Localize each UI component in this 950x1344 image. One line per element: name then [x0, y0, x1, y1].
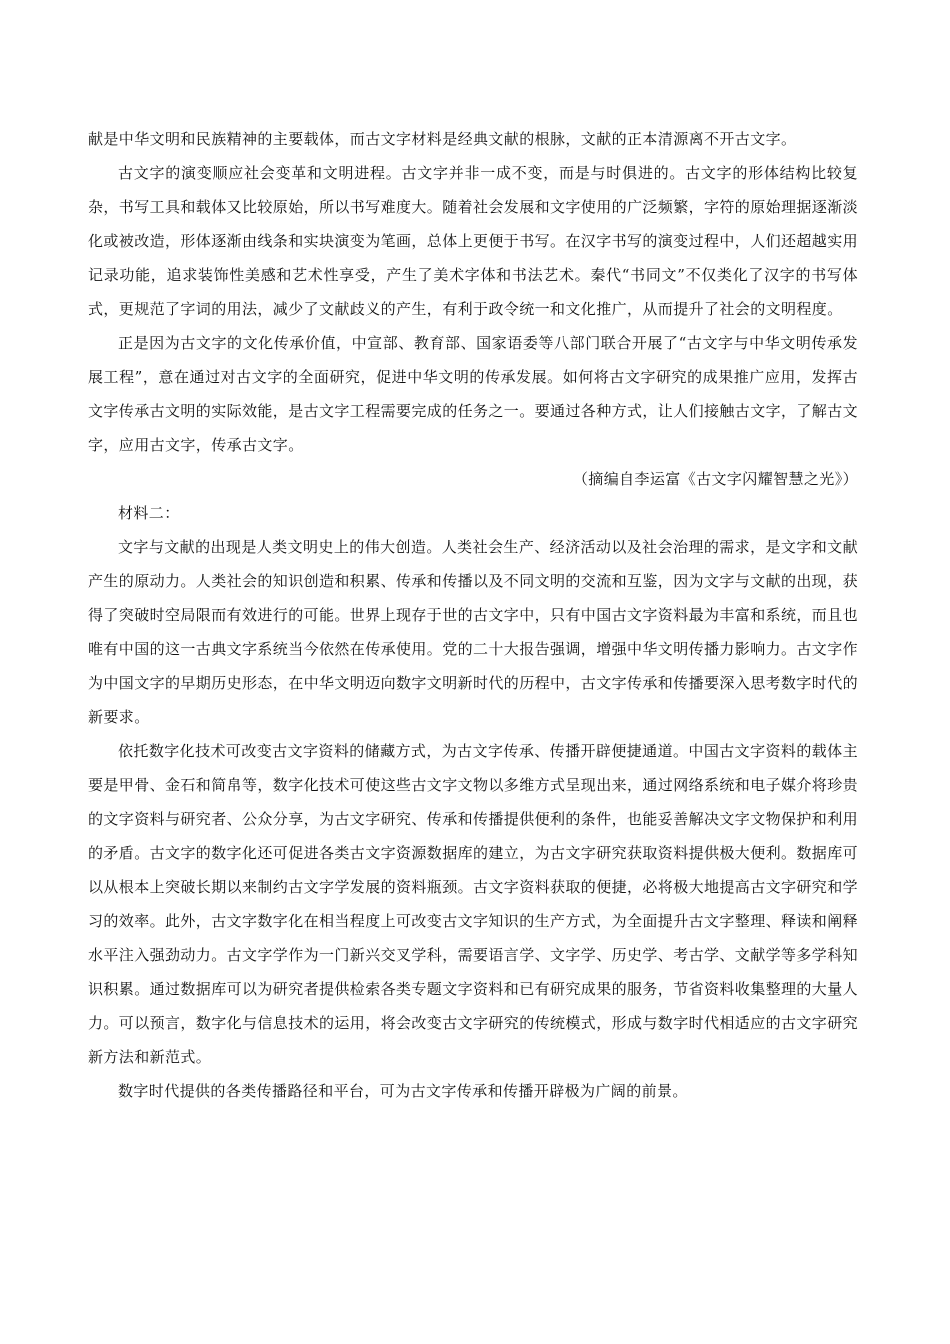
source-citation: （摘编自李运富《古文字闪耀智慧之光》）: [572, 470, 858, 488]
paragraph-digital-era: 数字时代提供的各类传播路径和平台，可为古文字传承和传播开辟极为广阔的前景。: [118, 1082, 688, 1100]
document-page: [88, 122, 858, 1108]
paragraph-project: 正是因为古文字的文化传承价值，中宣部、教育部、国家语委等八部门联合开展了“古文字与中华文明传承发展工程”，意在通过对古文字的全面研究，促进中华文明的传承发展。如何将古文字研究的成果推广应用，发挥古文字传承古文明的实际效能，是古文字工程需要完成的任务之一。要通过各种方式，让人们接触古文字，了解古文字，应用古文字，传承古文字。: [88, 334, 859, 454]
paragraph-digitization: 依托数字化技术可改变古文字资料的储藏方式，为古文字传承、传播开辟便捷通道。中国古文字资料的载体主要是甲骨、金石和简帛等，数字化技术可使这些古文字文物以多维方式呈现出来，通过网络系统和电子媒介将珍贵的文字资料与研究者、公众分享，为古文字研究、传承和传播提供便利的条件，也能妥善解决文字文物保护和利用的矛盾。古文字的数字化还可促进各类古文字资源数据库的建立，为古文字研究获取资料提供极大便利。数据库可以从根本上突破长期以来制约古文字学发展的资料瓶颈。古文字资料获取的便捷，必将极大地提高古文字研究和学习的效率。此外，古文字数字化在相当程度上可改变古文字知识的生产方式，为全面提升古文字整理、释读和阐释水平注入强劲动力。古文字学作为一门新兴交叉学科，需要语言学、文字学、历史学、考古学、文献学等多学科知识积累。通过数据库可以为研究者提供检索各类专题文字资料和已有研究成果的服务，节省资料收集整理的大量人力。可以预言，数字化与信息技术的运用，将会改变古文字研究的传统模式，形成与数字时代相适应的古文字研究新方法和新范式。: [88, 742, 859, 1066]
paragraph-evolution: 古文字的演变顺应社会变革和文明进程。古文字并非一成不变，而是与时俱进的。古文字的形体结构比较复杂，书写工具和载体又比较原始，所以书写难度大。随着社会发展和文字使用的广泛频繁，字符的原始理据逐渐淡化或被改造，形体逐渐由线条和实块演变为笔画，总体上更便于书写。在汉字书写的演变过程中，人们还超越实用记录功能，追求装饰性美感和艺术性享受，产生了美术字体和书法艺术。秦代“书同文”不仅类化了汉字的书写体式，更规范了字词的用法，减少了文献歧义的产生，有利于政令统一和文化推广，从而提升了社会的文明程度。: [88, 164, 859, 318]
material-two-label: 材料二：: [118, 504, 180, 522]
paragraph-continuation: 献是中华文明和民族精神的主要载体，而古文字材料是经典文献的根脉，文献的正本清源离不开古文字。: [88, 130, 797, 148]
paragraph-writing-invention: 文字与文献的出现是人类文明史上的伟大创造。人类社会生产、经济活动以及社会治理的需求，是文字和文献产生的原动力。人类社会的知识创造和积累、传承和传播以及不同文明的交流和互鉴，因为文字与文献的出现，获得了突破时空局限而有效进行的可能。世界上现存于世的古文字中，只有中国古文字资料最为丰富和系统，而且也唯有中国的这一古典文字系统当今依然在传承使用。党的二十大报告强调，增强中华文明传播力影响力。古文字作为中国文字的早期历史形态，在中华文明迈向数字文明新时代的历程中，古文字传承和传播要深入思考数字时代的新要求。: [88, 538, 859, 726]
